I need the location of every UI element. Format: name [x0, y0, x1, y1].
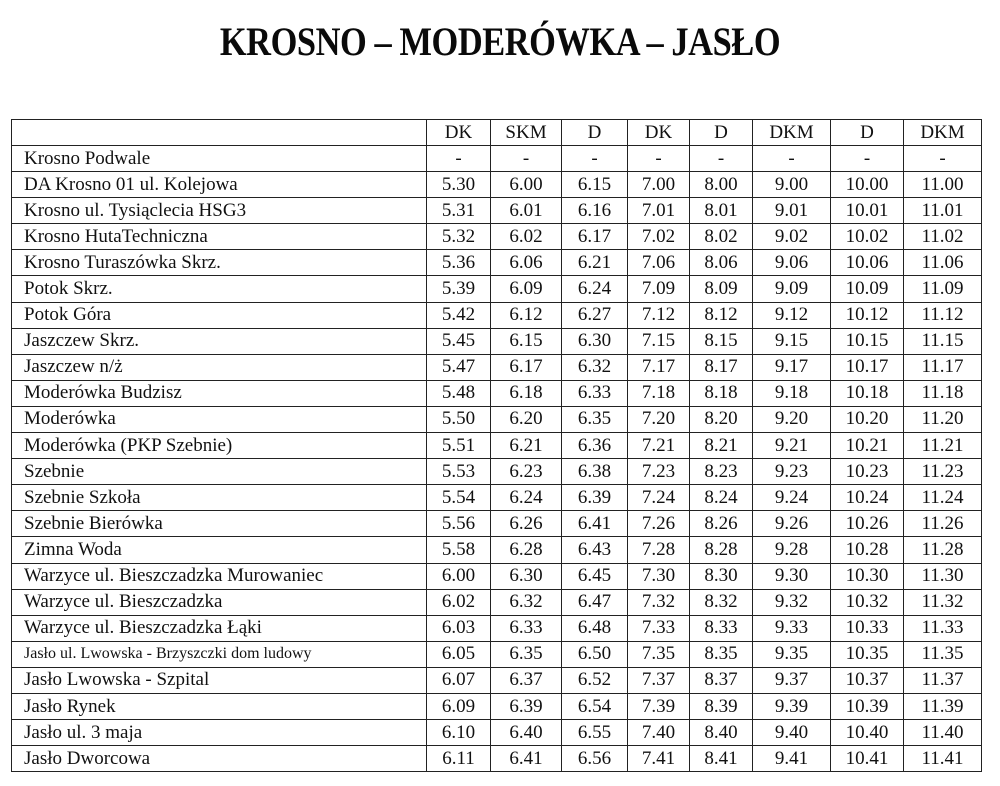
departure-time: 6.03 [427, 615, 491, 641]
departure-time: 6.48 [562, 615, 628, 641]
departure-time: 9.30 [753, 563, 831, 589]
departure-time: 8.32 [690, 589, 753, 615]
timetable [11, 119, 982, 772]
departure-time: 11.15 [904, 328, 982, 354]
table-row [12, 563, 982, 589]
table-row [12, 615, 982, 641]
page-title: KROSNO – MODERÓWKA – JASŁO [219, 19, 781, 64]
table-row [12, 224, 982, 250]
departure-time: 11.02 [904, 224, 982, 250]
stop-name: Jaszczew Skrz. [12, 328, 427, 354]
departure-time: 5.53 [427, 459, 491, 485]
departure-time: 5.54 [427, 485, 491, 511]
column-header-1: DK [427, 120, 491, 146]
departure-time: 7.01 [628, 198, 690, 224]
departure-time: 5.45 [427, 328, 491, 354]
departure-time: 6.16 [562, 198, 628, 224]
table-row [12, 328, 982, 354]
departure-time: - [904, 146, 982, 172]
departure-time: 11.20 [904, 406, 982, 432]
departure-time: 6.17 [562, 224, 628, 250]
departure-time: 9.35 [753, 641, 831, 667]
table-row [12, 537, 982, 563]
departure-time: 8.21 [690, 433, 753, 459]
stop-name: Jasło ul. 3 maja [12, 720, 427, 746]
stop-name: Potok Skrz. [12, 276, 427, 302]
departure-time: 9.18 [753, 380, 831, 406]
departure-time: 9.00 [753, 172, 831, 198]
departure-time: 8.41 [690, 746, 753, 772]
column-header-2: SKM [491, 120, 562, 146]
stop-name: Szebnie Bierówka [12, 511, 427, 537]
departure-time: 6.39 [491, 693, 562, 719]
departure-time: 8.02 [690, 224, 753, 250]
table-row [12, 589, 982, 615]
table-row [12, 380, 982, 406]
departure-time: 11.24 [904, 485, 982, 511]
departure-time: 10.41 [831, 746, 904, 772]
table-row [12, 354, 982, 380]
departure-time: 10.28 [831, 537, 904, 563]
departure-time: 8.39 [690, 693, 753, 719]
departure-time: 6.45 [562, 563, 628, 589]
stop-name: DA Krosno 01 ul. Kolejowa [12, 172, 427, 198]
departure-time: 9.12 [753, 302, 831, 328]
departure-time: 6.40 [491, 720, 562, 746]
departure-time: 10.17 [831, 354, 904, 380]
departure-time: 5.56 [427, 511, 491, 537]
stop-name: Jaszczew n/ż [12, 354, 427, 380]
stop-name: Warzyce ul. Bieszczadzka [12, 589, 427, 615]
departure-time: 6.20 [491, 406, 562, 432]
departure-time: 6.06 [491, 250, 562, 276]
departure-time: 6.37 [491, 667, 562, 693]
departure-time: 7.28 [628, 537, 690, 563]
departure-time: 5.42 [427, 302, 491, 328]
departure-time: 9.20 [753, 406, 831, 432]
departure-time: 11.26 [904, 511, 982, 537]
departure-time: 6.52 [562, 667, 628, 693]
stop-name: Potok Góra [12, 302, 427, 328]
departure-time: 10.01 [831, 198, 904, 224]
table-row [12, 667, 982, 693]
departure-time: 8.15 [690, 328, 753, 354]
departure-time: 9.01 [753, 198, 831, 224]
departure-time: 9.24 [753, 485, 831, 511]
departure-time: 10.09 [831, 276, 904, 302]
departure-time: 6.47 [562, 589, 628, 615]
departure-time: - [562, 146, 628, 172]
departure-time: 6.24 [562, 276, 628, 302]
departure-time: 5.32 [427, 224, 491, 250]
stop-name: Moderówka Budzisz [12, 380, 427, 406]
departure-time: 9.09 [753, 276, 831, 302]
stop-name: Szebnie [12, 459, 427, 485]
departure-time: 6.39 [562, 485, 628, 511]
departure-time: 6.12 [491, 302, 562, 328]
departure-time: 6.33 [491, 615, 562, 641]
departure-time: 10.00 [831, 172, 904, 198]
departure-time: - [831, 146, 904, 172]
departure-time: 10.37 [831, 667, 904, 693]
table-row [12, 511, 982, 537]
departure-time: 8.37 [690, 667, 753, 693]
departure-time: 7.40 [628, 720, 690, 746]
stop-name: Warzyce ul. Bieszczadzka Murowaniec [12, 563, 427, 589]
departure-time: 7.35 [628, 641, 690, 667]
table-row [12, 250, 982, 276]
departure-time: 5.48 [427, 380, 491, 406]
departure-time: 5.31 [427, 198, 491, 224]
departure-time: - [491, 146, 562, 172]
departure-time: 11.39 [904, 693, 982, 719]
departure-time: 9.17 [753, 354, 831, 380]
stop-name: Moderówka (PKP Szebnie) [12, 433, 427, 459]
departure-time: 7.09 [628, 276, 690, 302]
departure-time: 7.00 [628, 172, 690, 198]
departure-time: 11.28 [904, 537, 982, 563]
departure-time: 6.30 [491, 563, 562, 589]
departure-time: 11.32 [904, 589, 982, 615]
table-row [12, 276, 982, 302]
departure-time: 6.21 [562, 250, 628, 276]
departure-time: 10.24 [831, 485, 904, 511]
timetable-body [12, 146, 982, 772]
departure-time: 6.01 [491, 198, 562, 224]
departure-time: 9.26 [753, 511, 831, 537]
departure-time: 6.26 [491, 511, 562, 537]
departure-time: 6.32 [491, 589, 562, 615]
departure-time: 10.15 [831, 328, 904, 354]
table-row [12, 146, 982, 172]
departure-time: 9.28 [753, 537, 831, 563]
stop-name: Krosno Podwale [12, 146, 427, 172]
departure-time: 7.17 [628, 354, 690, 380]
departure-time: 6.00 [427, 563, 491, 589]
departure-time: 11.40 [904, 720, 982, 746]
departure-time: 7.24 [628, 485, 690, 511]
column-header-6: DKM [753, 120, 831, 146]
table-row [12, 641, 982, 667]
departure-time: 6.09 [491, 276, 562, 302]
departure-time: 10.21 [831, 433, 904, 459]
column-header-8: DKM [904, 120, 982, 146]
departure-time: 10.39 [831, 693, 904, 719]
departure-time: 8.20 [690, 406, 753, 432]
table-row [12, 302, 982, 328]
departure-time: 9.06 [753, 250, 831, 276]
departure-time: 8.12 [690, 302, 753, 328]
departure-time: 8.26 [690, 511, 753, 537]
column-header-3: D [562, 120, 628, 146]
departure-time: 10.26 [831, 511, 904, 537]
departure-time: 6.17 [491, 354, 562, 380]
table-row [12, 406, 982, 432]
stop-name: Warzyce ul. Bieszczadzka Łąki [12, 615, 427, 641]
table-row [12, 433, 982, 459]
departure-time: 8.24 [690, 485, 753, 511]
departure-time: 6.35 [562, 406, 628, 432]
departure-time: 10.35 [831, 641, 904, 667]
departure-time: 11.17 [904, 354, 982, 380]
departure-time: 8.33 [690, 615, 753, 641]
departure-time: 10.30 [831, 563, 904, 589]
table-row [12, 172, 982, 198]
departure-time: 8.35 [690, 641, 753, 667]
departure-time: 8.40 [690, 720, 753, 746]
departure-time: 7.15 [628, 328, 690, 354]
table-row [12, 485, 982, 511]
departure-time: 6.15 [491, 328, 562, 354]
departure-time: 6.35 [491, 641, 562, 667]
stop-name: Zimna Woda [12, 537, 427, 563]
header-row [12, 120, 982, 146]
departure-time: 10.40 [831, 720, 904, 746]
departure-time: 7.32 [628, 589, 690, 615]
table-row [12, 693, 982, 719]
departure-time: 5.47 [427, 354, 491, 380]
departure-time: 6.28 [491, 537, 562, 563]
departure-time: 7.41 [628, 746, 690, 772]
departure-time: 10.02 [831, 224, 904, 250]
departure-time: 7.18 [628, 380, 690, 406]
departure-time: 8.09 [690, 276, 753, 302]
departure-time: 8.01 [690, 198, 753, 224]
departure-time: 9.37 [753, 667, 831, 693]
table-row [12, 746, 982, 772]
departure-time: 7.21 [628, 433, 690, 459]
departure-time: 8.30 [690, 563, 753, 589]
departure-time: 11.23 [904, 459, 982, 485]
stop-name: Jasło ul. Lwowska - Brzyszczki dom ludowy [12, 641, 427, 667]
stop-name: Moderówka [12, 406, 427, 432]
stop-name: Szebnie Szkoła [12, 485, 427, 511]
departure-time: 8.17 [690, 354, 753, 380]
departure-time: 11.01 [904, 198, 982, 224]
departure-time: 6.02 [427, 589, 491, 615]
departure-time: 5.58 [427, 537, 491, 563]
departure-time: 11.33 [904, 615, 982, 641]
departure-time: 6.02 [491, 224, 562, 250]
departure-time: 7.26 [628, 511, 690, 537]
departure-time: 11.37 [904, 667, 982, 693]
departure-time: 6.15 [562, 172, 628, 198]
departure-time: 8.28 [690, 537, 753, 563]
departure-time: 7.12 [628, 302, 690, 328]
departure-time: 10.32 [831, 589, 904, 615]
departure-time: 6.23 [491, 459, 562, 485]
departure-time: 6.27 [562, 302, 628, 328]
departure-time: 6.54 [562, 693, 628, 719]
departure-time: 11.06 [904, 250, 982, 276]
departure-time: 9.40 [753, 720, 831, 746]
departure-time: 6.56 [562, 746, 628, 772]
departure-time: 11.30 [904, 563, 982, 589]
departure-time: 9.23 [753, 459, 831, 485]
departure-time: 8.23 [690, 459, 753, 485]
stop-name: Jasło Dworcowa [12, 746, 427, 772]
stop-name: Krosno ul. Tysiąclecia HSG3 [12, 198, 427, 224]
departure-time: - [690, 146, 753, 172]
column-header-stop [12, 120, 427, 146]
departure-time: 6.50 [562, 641, 628, 667]
departure-time: 6.32 [562, 354, 628, 380]
departure-time: 10.33 [831, 615, 904, 641]
table-row [12, 459, 982, 485]
departure-time: 11.09 [904, 276, 982, 302]
departure-time: 9.21 [753, 433, 831, 459]
departure-time: 6.09 [427, 693, 491, 719]
table-row [12, 198, 982, 224]
departure-time: 9.39 [753, 693, 831, 719]
departure-time: 6.41 [562, 511, 628, 537]
departure-time: 6.10 [427, 720, 491, 746]
stop-name: Jasło Rynek [12, 693, 427, 719]
departure-time: 6.00 [491, 172, 562, 198]
departure-time: 7.33 [628, 615, 690, 641]
departure-time: 11.18 [904, 380, 982, 406]
column-header-4: DK [628, 120, 690, 146]
stop-name: Jasło Lwowska - Szpital [12, 667, 427, 693]
departure-time: - [427, 146, 491, 172]
departure-time: 10.12 [831, 302, 904, 328]
departure-time: 7.20 [628, 406, 690, 432]
table-row [12, 720, 982, 746]
departure-time: 7.06 [628, 250, 690, 276]
departure-time: 6.43 [562, 537, 628, 563]
departure-time: 5.36 [427, 250, 491, 276]
departure-time: 6.05 [427, 641, 491, 667]
departure-time: - [628, 146, 690, 172]
departure-time: 9.33 [753, 615, 831, 641]
departure-time: 6.24 [491, 485, 562, 511]
departure-time: 11.35 [904, 641, 982, 667]
departure-time: - [753, 146, 831, 172]
departure-time: 6.55 [562, 720, 628, 746]
departure-time: 5.30 [427, 172, 491, 198]
departure-time: 10.20 [831, 406, 904, 432]
departure-time: 5.39 [427, 276, 491, 302]
departure-time: 5.51 [427, 433, 491, 459]
departure-time: 6.21 [491, 433, 562, 459]
departure-time: 8.18 [690, 380, 753, 406]
departure-time: 9.02 [753, 224, 831, 250]
departure-time: 6.18 [491, 380, 562, 406]
departure-time: 5.50 [427, 406, 491, 432]
departure-time: 10.18 [831, 380, 904, 406]
departure-time: 11.41 [904, 746, 982, 772]
column-header-5: D [690, 120, 753, 146]
column-header-7: D [831, 120, 904, 146]
departure-time: 11.00 [904, 172, 982, 198]
stop-name: Krosno HutaTechniczna [12, 224, 427, 250]
departure-time: 6.11 [427, 746, 491, 772]
departure-time: 11.12 [904, 302, 982, 328]
departure-time: 8.00 [690, 172, 753, 198]
departure-time: 6.07 [427, 667, 491, 693]
departure-time: 8.06 [690, 250, 753, 276]
departure-time: 7.30 [628, 563, 690, 589]
departure-time: 10.06 [831, 250, 904, 276]
departure-time: 11.21 [904, 433, 982, 459]
departure-time: 7.02 [628, 224, 690, 250]
departure-time: 6.41 [491, 746, 562, 772]
departure-time: 6.38 [562, 459, 628, 485]
departure-time: 6.30 [562, 328, 628, 354]
departure-time: 7.37 [628, 667, 690, 693]
departure-time: 9.15 [753, 328, 831, 354]
departure-time: 9.41 [753, 746, 831, 772]
departure-time: 9.32 [753, 589, 831, 615]
departure-time: 6.36 [562, 433, 628, 459]
departure-time: 6.33 [562, 380, 628, 406]
departure-time: 7.39 [628, 693, 690, 719]
stop-name: Krosno Turaszówka Skrz. [12, 250, 427, 276]
departure-time: 7.23 [628, 459, 690, 485]
departure-time: 10.23 [831, 459, 904, 485]
